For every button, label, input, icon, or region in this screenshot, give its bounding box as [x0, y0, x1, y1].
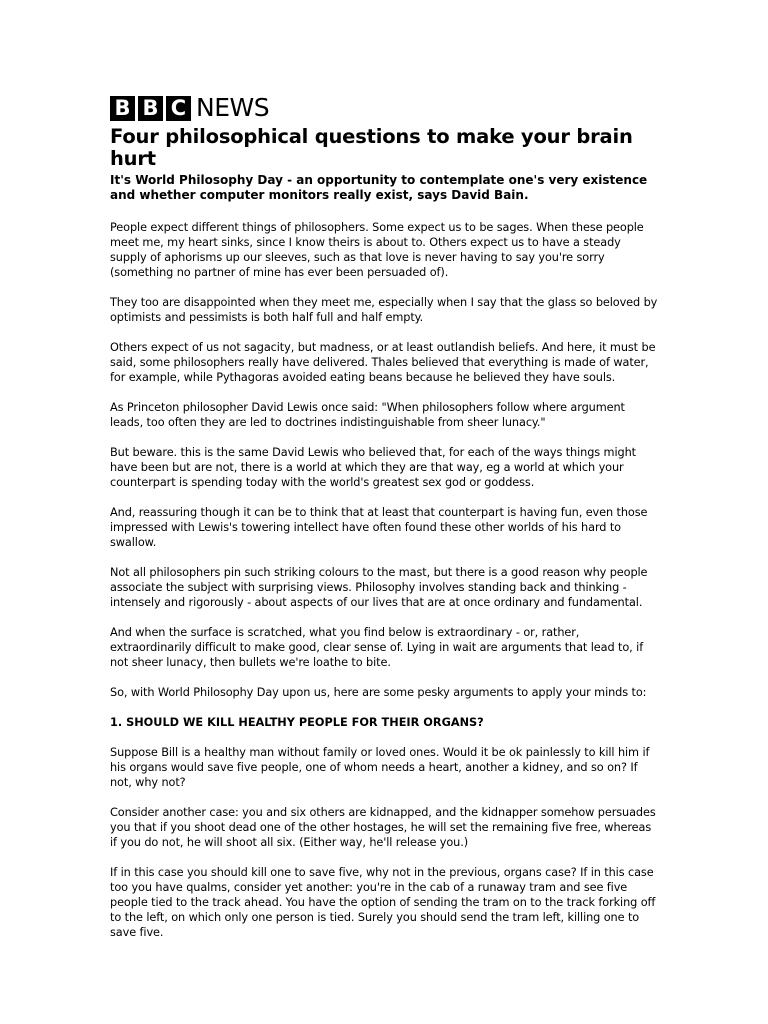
bbc-logo-letter-c: C: [166, 96, 191, 121]
section-heading: 1. SHOULD WE KILL HEALTHY PEOPLE FOR THEIR ORGANS?: [110, 716, 484, 729]
article-body: [110, 220, 660, 940]
article-paragraph: Not all philosophers pin such striking colours to the mast, but there is a good reason why people associate the subject with surprising views. Philosophy involves standing back and thinking - intensely and rigorously - about aspects of our lives that are at once ordinary and fundamental.: [110, 566, 648, 609]
section-paragraph: If in this case you should kill one to save five, why not in the previous, organs case? If in this case too you have qualms, consider yet another: you're in the cab of a runaway tram and see five people tied to the track ahead. You have the option of sending the tram on to the track forking off to the left, on which only one person is tied. Surely you should send the tram left, killing one to save five.: [110, 866, 656, 939]
section-paragraph: Consider another case: you and six others are kidnapped, and the kidnapper somehow persuades you that if you shoot dead one of the other hostages, he will set the remaining five free, whereas if you do not, he will shoot all six. (Either way, he'll release you.): [110, 806, 656, 849]
article-standfirst: It's World Philosophy Day - an opportunity to contemplate one's very existence and whether computer monitors really exist, says David Bain.: [110, 173, 648, 202]
article-paragraph: They too are disappointed when they meet me, especially when I say that the glass so beloved by optimists and pessimists is both half full and half empty.: [110, 296, 658, 324]
bbc-news-logo: [110, 94, 660, 122]
article-paragraph: People expect different things of philosophers. Some expect us to be sages. When these people meet me, my heart sinks, since I know theirs is about to. Others expect us to have a steady supply of aphorisms up our sleeves, such as that love is never having to say you're sorry (something no partner of mine has ever been persuaded of).: [110, 221, 644, 279]
article-paragraph: So, with World Philosophy Day upon us, here are some pesky arguments to apply your minds to:: [110, 686, 647, 699]
article-paragraph: But beware. this is the same David Lewis who believed that, for each of the ways things might have been but are not, there is a world at which they are that way, eg a world at which your counterpart is spending today with the world's greatest sex god or goddess.: [110, 446, 636, 489]
bbc-logo-blocks: [110, 96, 191, 121]
article-paragraph: And when the surface is scratched, what you find below is extraordinary - or, rather, extraordinarily difficult to make good, clear sense of. Lying in wait are arguments that lead to, if not sheer lunacy, then bullets we're loathe to bite.: [110, 626, 644, 669]
article-paragraph: Others expect of us not sagacity, but madness, or at least outlandish beliefs. And here, it must be said, some philosophers really have delivered. Thales believed that everything is made of water, for example, while Pythagoras avoided eating beans because he believed they have souls.: [110, 341, 656, 384]
section-paragraph: Suppose Bill is a healthy man without family or loved ones. Would it be ok painlessly to kill him if his organs would save five people, one of whom needs a heart, another a kidney, and so on? If not, why not?: [110, 746, 650, 789]
article-headline: Four philosophical questions to make your brain hurt: [110, 125, 633, 170]
article-paragraph: And, reassuring though it can be to think that at least that counterpart is having fun, even those impressed with Lewis's towering intellect have often found these other worlds of his hard to swallow.: [110, 506, 648, 549]
bbc-logo-letter-b1: B: [110, 96, 135, 121]
bbc-logo-letter-b2: B: [138, 96, 163, 121]
news-wordmark: NEWS: [196, 93, 270, 122]
article-paragraph: As Princeton philosopher David Lewis once said: "When philosophers follow where argument leads, too often they are led to doctrines indistinguishable from sheer lunacy.": [110, 401, 625, 429]
article-page: [110, 94, 660, 955]
